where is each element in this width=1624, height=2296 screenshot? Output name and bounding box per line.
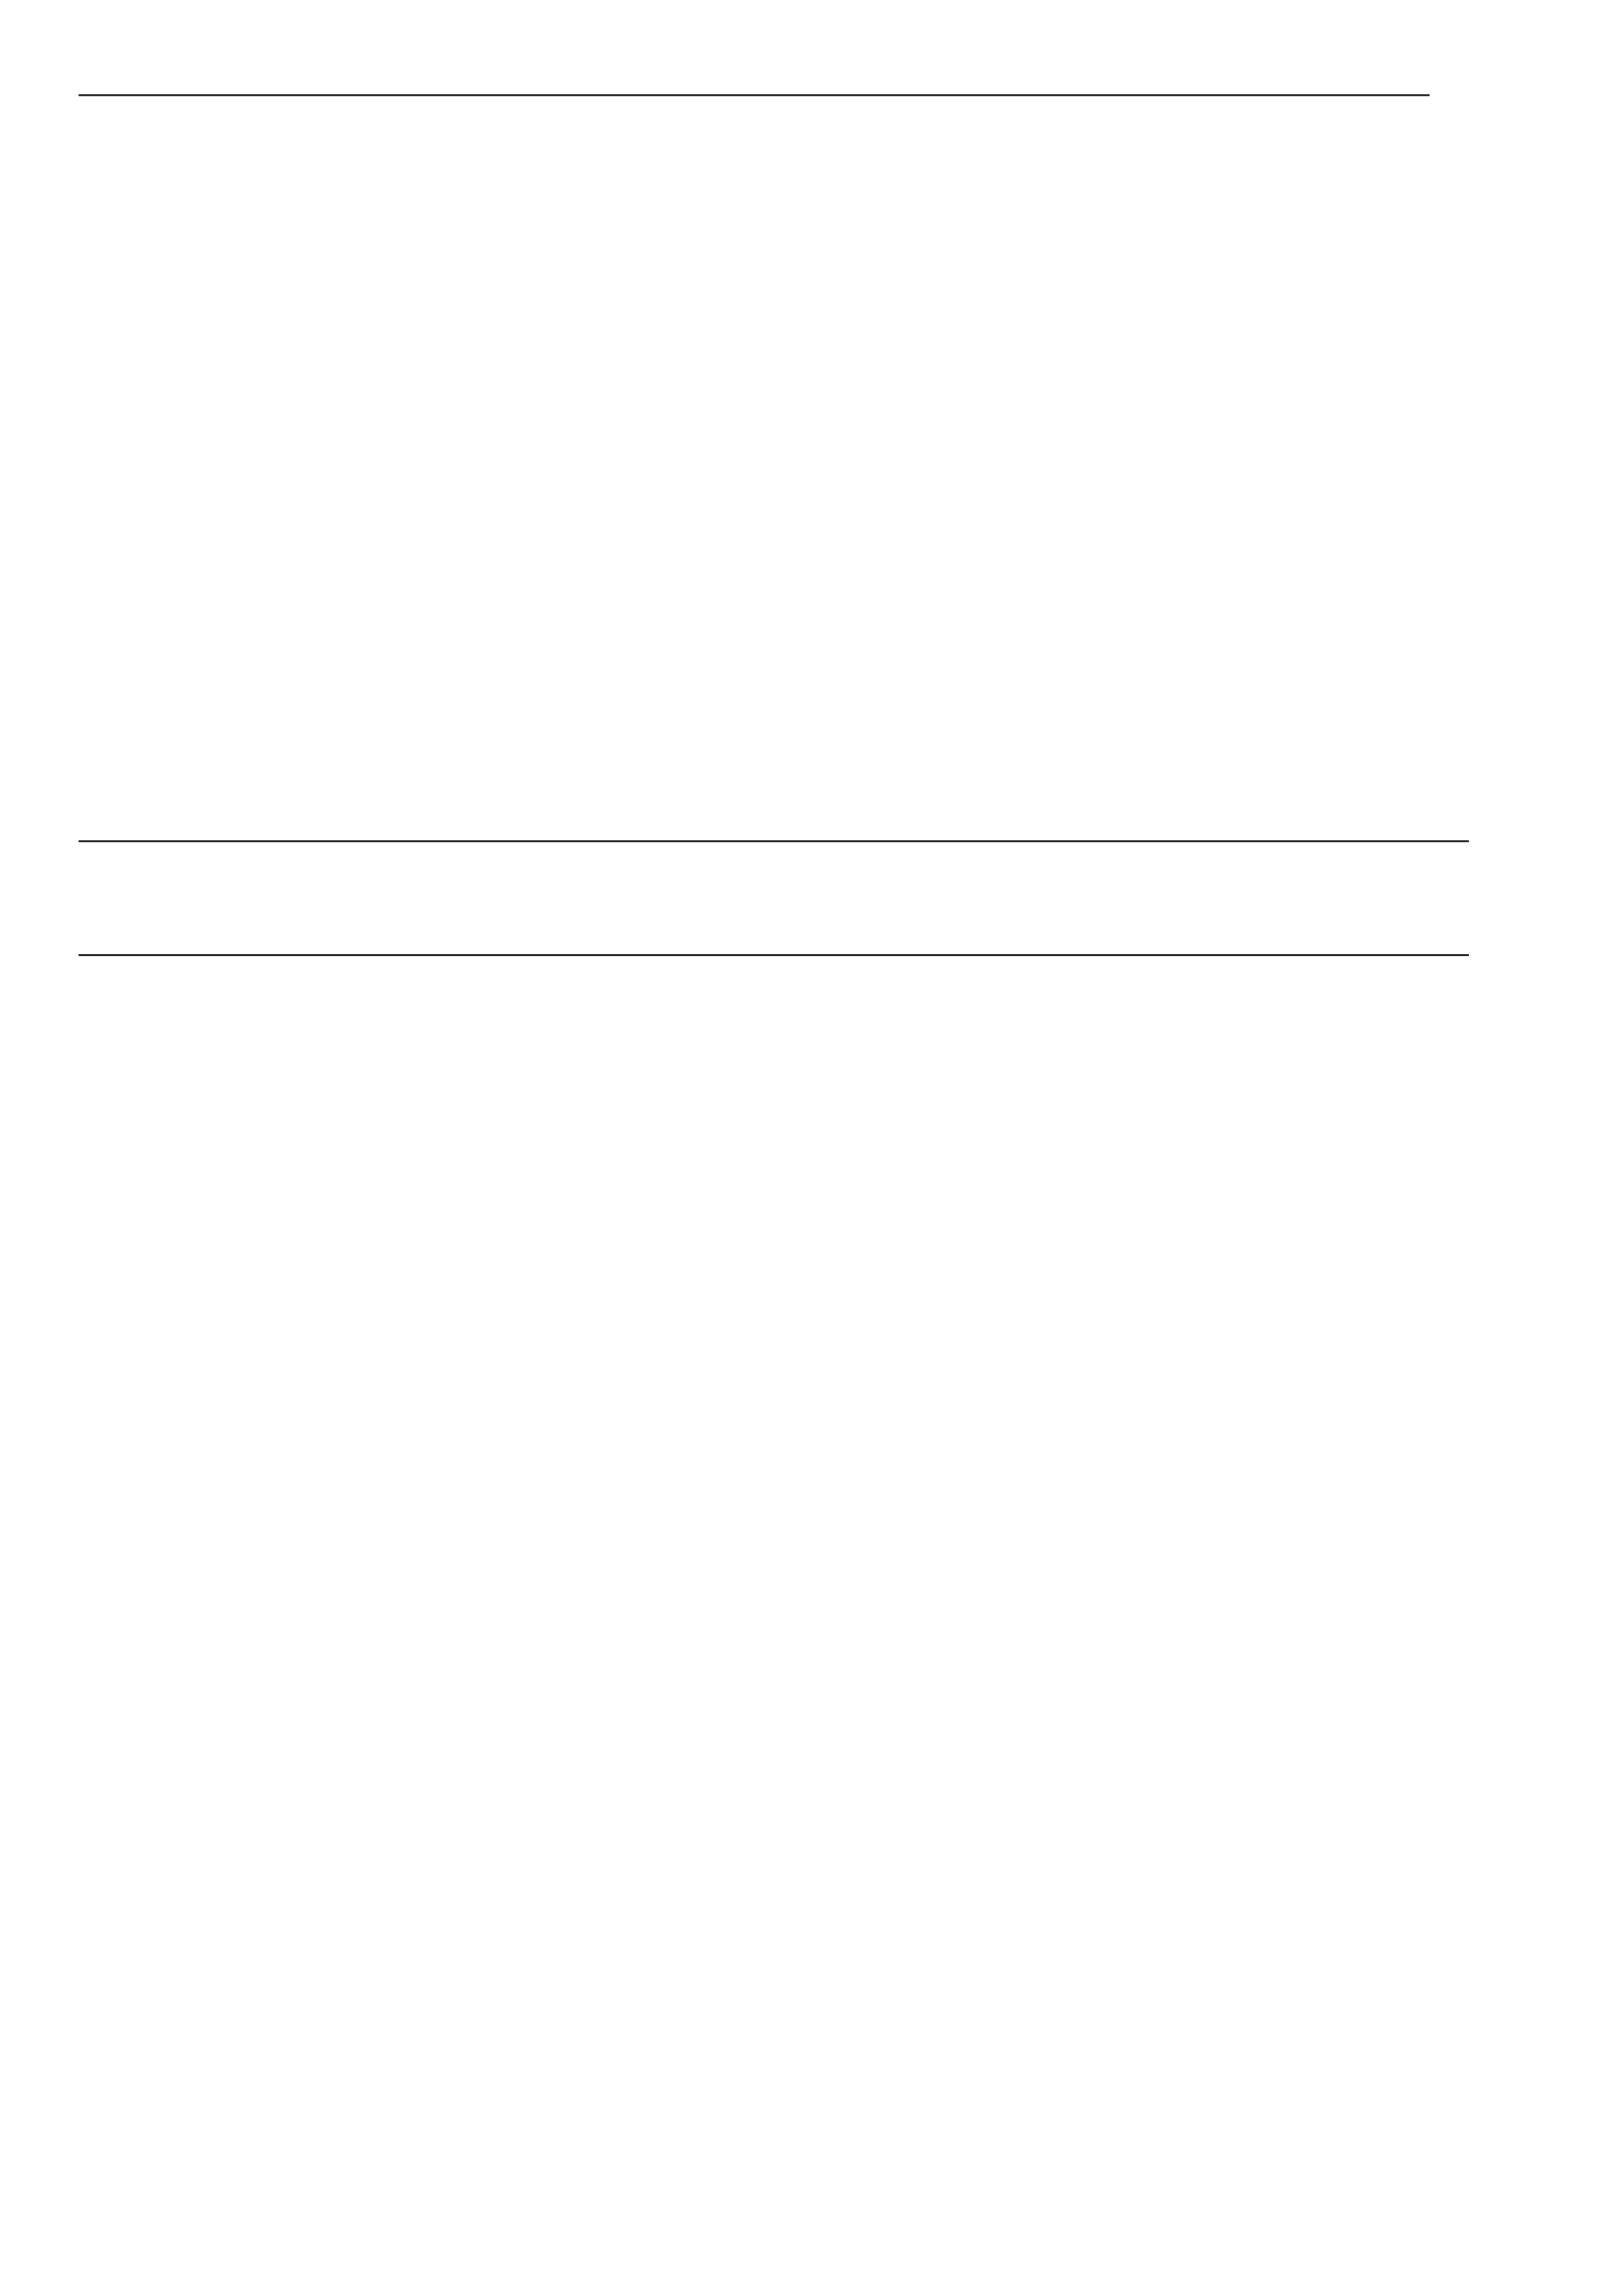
results-table-body: [0, 958, 1624, 2264]
table-top-rule: [79, 840, 1469, 842]
place-list: [0, 249, 1624, 662]
top-rule: [79, 94, 1430, 96]
table-header-rule: [79, 954, 1469, 956]
